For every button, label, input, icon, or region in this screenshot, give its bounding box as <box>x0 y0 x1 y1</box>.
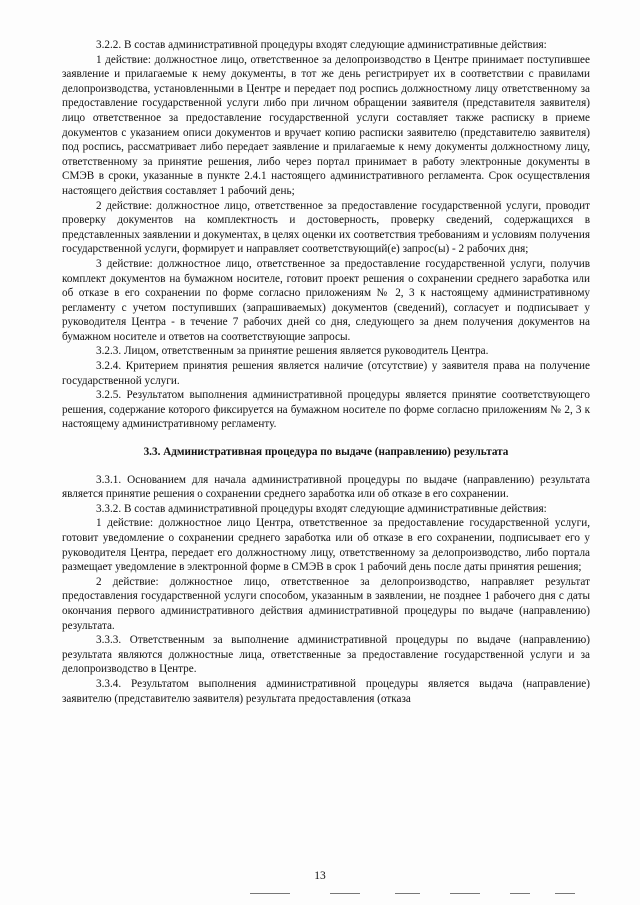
paragraph-3-3-3: 3.3.3. Ответственным за выполнение административной процедуры по выдаче (направлению) результата являются должностные лица, ответственные за предоставление государственной услуги и за делопроизводство в Центре. <box>62 634 590 676</box>
paragraph-3-2-4: 3.2.4. Критерием принятия решения является наличие (отсутствие) у заявителя права на получение государственной услуги. <box>62 360 590 387</box>
paragraph-3-2-3: 3.2.3. Лицом, ответственным за принятие решения является руководитель Центра. <box>96 345 489 358</box>
paragraph-3-3-4: 3.3.4. Результатом выполнения административной процедуры является выдача (направление) заявителю (представителю заявителя) результата предоставления (отказа <box>62 677 590 705</box>
paragraph-3-3-2: 3.3.2. В состав административной процедуры входят следующие административные действия: <box>96 502 547 515</box>
paragraph-action-2: 2 действие: должностное лицо, ответственное за предоставление государственной услуги, проводит проверку документов на комплектность и достоверность, проверку сведений, содержащихся в представленных заявлении и документах, в целях оценки их соответствия требованиям и условиям получения государственной услуги, формирует и направляет соответствующий(е) запрос(ы) - 2 рабочих дня; <box>62 199 590 256</box>
scan-artifact-lines <box>0 893 640 899</box>
paragraph-action-3: 3 действие: должностное лицо, ответственное за предоставление государственной услуги, получив комплект документов на бумажном носителе, готовит проект решения о сохранении среднего заработка или об отказе в его сохранении по форме согласно приложениям № 2, 3 к настоящему административному регламенту с учетом поступивших (запрашиваемых) документов (сведений), согласует и подписывает у руководителя Центра - в течение 7 рабочих дней со дня, следующего за днем получения документов на бумажном носителе и ответов на соответствующие запросы. <box>62 257 590 343</box>
paragraph-3-3-action-2: 2 действие: должностное лицо, ответственное за делопроизводство, направляет результат предоставления государственной услуги способом, указанным в заявлении, не позднее 1 рабочего дня с даты окончания первого административного действия административной процедуры по выдаче (направлению) результата. <box>62 575 590 632</box>
paragraph-3-2-2: 3.2.2. В состав административной процедуры входят следующие административные действия: <box>96 39 547 51</box>
paragraph-action-1: 1 действие: должностное лицо, ответственное за делопроизводство в Центре принимает поступившее заявление и прилагаемые к нему документы, в тот же день регистрирует их в соответствии с правилами делопроизводства, установленными в Центре и передает под роспись должностному лицу ответственному за предоставление государственной услуги либо при личном обращении заявителя (представителя заявителя) лицо ответственное за предоставление государственной услуги составляет также расписку в приеме документов с указанием описи документов и вручает копию расписки заявителю (представителю заявителя) под роспись, рассматривает либо передает заявление и прилагаемые к нему документы должностному лицу, ответственному за принятие решения, либо через портал принимает в работу электронные документы в СМЭВ в сроки, указанные в пункте 2.4.1 настоящего административного регламента. Срок осуществления настоящего действия составляет 1 рабочий день; <box>62 53 590 197</box>
section-heading-3-3: 3.3. Административная процедура по выдаче (направлению) результата <box>143 446 509 459</box>
paragraph-3-3-action-1: 1 действие: должностное лицо Центра, ответственное за предоставление государственной услуги, готовит уведомление о сохранении среднего заработка или об отказе в его сохранении, подписывает его у руководителя Центра, передает его должностному лицу, ответственному за делопроизводство, либо портала размещает уведомление в электронной форме в СМЭВ в срок 1 рабочий день после даты принятия решения; <box>62 517 590 574</box>
document-page <box>62 38 590 706</box>
paragraph-3-2-5: 3.2.5. Результатом выполнения административной процедуры является принятие соответствующего решения, содержание которого фиксируется на бумажном носителе по форме согласно приложениям № 2, 3 к настоящему административному регламенту. <box>62 389 590 431</box>
paragraph-3-3-1: 3.3.1. Основанием для начала административной процедуры по выдаче (направлению) результата является принятие решения о сохранении среднего заработка или об отказе в его сохранении. <box>62 473 590 501</box>
page-number: 13 <box>314 870 326 882</box>
